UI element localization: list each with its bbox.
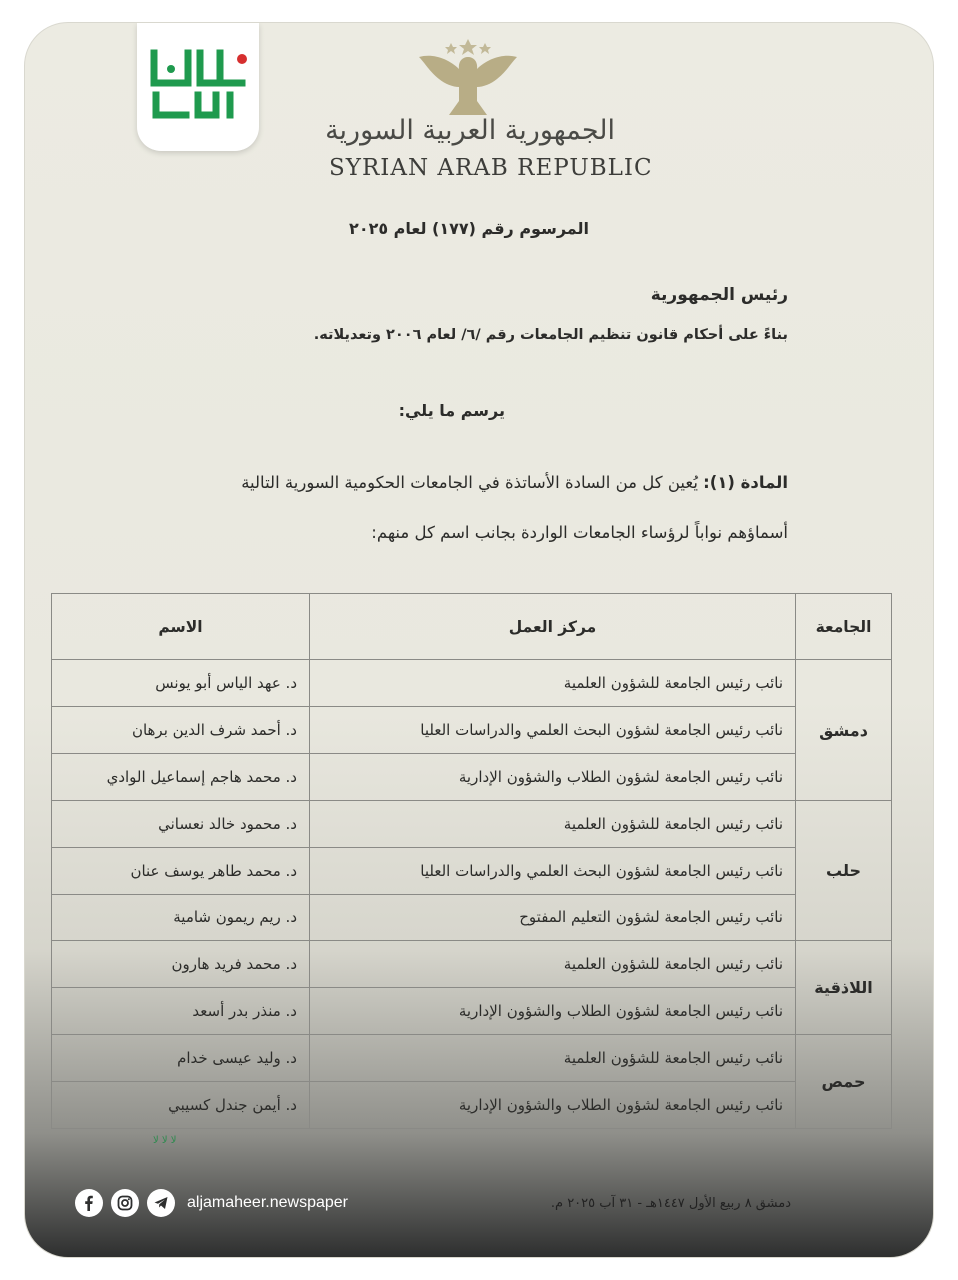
- table-row: [52, 847, 892, 894]
- position-cell: نائب رئيس الجامعة للشؤون العلمية: [310, 941, 796, 988]
- newspaper-logo[interactable]: [137, 23, 259, 151]
- republic-title-english: SYRIAN ARAB REPUBLIC: [329, 155, 653, 181]
- table-row: [52, 660, 892, 707]
- article-1-text: يُعين كل من السادة الأساتذة في الجامعات الحكومية السورية التالية: [241, 473, 704, 492]
- name-cell: د. محمود خالد نعساني: [52, 800, 310, 847]
- facebook-icon[interactable]: [75, 1189, 103, 1217]
- name-cell: د. محمد هاجم إسماعيل الوادي: [52, 753, 310, 800]
- position-cell: نائب رئيس الجامعة لشؤون البحث العلمي والدراسات العليا: [310, 847, 796, 894]
- social-links: [75, 1189, 348, 1217]
- position-cell: نائب رئيس الجامعة لشؤون الطلاب والشؤون الإدارية: [310, 753, 796, 800]
- header-university: الجامعة: [796, 594, 892, 660]
- logo-mark-icon: [146, 49, 250, 121]
- table-row: [52, 800, 892, 847]
- name-cell: د. منذر بدر أسعد: [52, 988, 310, 1035]
- article-1-label: المادة (١):: [703, 473, 788, 492]
- header-position: مركز العمل: [310, 594, 796, 660]
- table-header-row: [52, 594, 892, 660]
- name-cell: د. محمد فريد هارون: [52, 941, 310, 988]
- position-cell: نائب رئيس الجامعة لشؤون الطلاب والشؤون الإدارية: [310, 988, 796, 1035]
- legal-basis-line: بناءً على أحكام قانون تنظيم الجامعات رقم /٦/ لعام ٢٠٠٦ وتعديلاته.: [313, 327, 788, 343]
- name-cell: د. وليد عيسى خدام: [52, 1035, 310, 1082]
- name-cell: د. عهد الياس أبو يونس: [52, 660, 310, 707]
- president-heading: رئيس الجمهورية: [650, 285, 788, 305]
- telegram-icon[interactable]: [147, 1189, 175, 1217]
- university-cell: حمص: [796, 1035, 892, 1129]
- position-cell: نائب رئيس الجامعة للشؤون العلمية: [310, 660, 796, 707]
- document-frame: [24, 22, 934, 1258]
- issue-date: دمشق ٨ ربيع الأول ١٤٤٧هـ - ٣١ آب ٢٠٢٥ م.: [550, 1196, 791, 1211]
- article-1-line-2: أسماؤهم نواباً لرؤساء الجامعات الواردة بجانب اسم كل منهم:: [371, 523, 788, 542]
- position-cell: نائب رئيس الجامعة لشؤون البحث العلمي والدراسات العليا: [310, 707, 796, 754]
- eagle-emblem-icon: [415, 33, 521, 125]
- name-cell: د. ريم ريمون شامية: [52, 894, 310, 941]
- table-row: [52, 753, 892, 800]
- table-row: [52, 707, 892, 754]
- name-cell: د. أحمد شرف الدين برهان: [52, 707, 310, 754]
- table-row: [52, 1035, 892, 1082]
- position-cell: نائب رئيس الجامعة للشؤون العلمية: [310, 1035, 796, 1082]
- university-cell: حلب: [796, 800, 892, 941]
- signature-mark-icon: ﻻ ﻻ ﻻ: [153, 1135, 177, 1146]
- instagram-icon[interactable]: [111, 1189, 139, 1217]
- appointments-table: [51, 593, 892, 1129]
- university-cell: دمشق: [796, 660, 892, 801]
- table-row: [52, 894, 892, 941]
- decree-number: المرسوم رقم (١٧٧) لعام ٢٠٢٥: [349, 219, 589, 238]
- article-1-line-1: [241, 473, 788, 492]
- header-name: الاسم: [52, 594, 310, 660]
- table-row: [52, 1081, 892, 1128]
- table-row: [52, 988, 892, 1035]
- name-cell: د. أيمن جندل كسيبي: [52, 1081, 310, 1128]
- republic-title-arabic: الجمهورية العربية السورية: [325, 115, 615, 146]
- social-handle[interactable]: aljamaheer.newspaper: [187, 1194, 348, 1211]
- position-cell: نائب رئيس الجامعة لشؤون الطلاب والشؤون الإدارية: [310, 1081, 796, 1128]
- university-cell: اللاذقية: [796, 941, 892, 1035]
- decrees-heading: يرسم ما يلي:: [398, 401, 505, 420]
- position-cell: نائب رئيس الجامعة لشؤون التعليم المفتوح: [310, 894, 796, 941]
- name-cell: د. محمد طاهر يوسف عنان: [52, 847, 310, 894]
- table-row: [52, 941, 892, 988]
- position-cell: نائب رئيس الجامعة للشؤون العلمية: [310, 800, 796, 847]
